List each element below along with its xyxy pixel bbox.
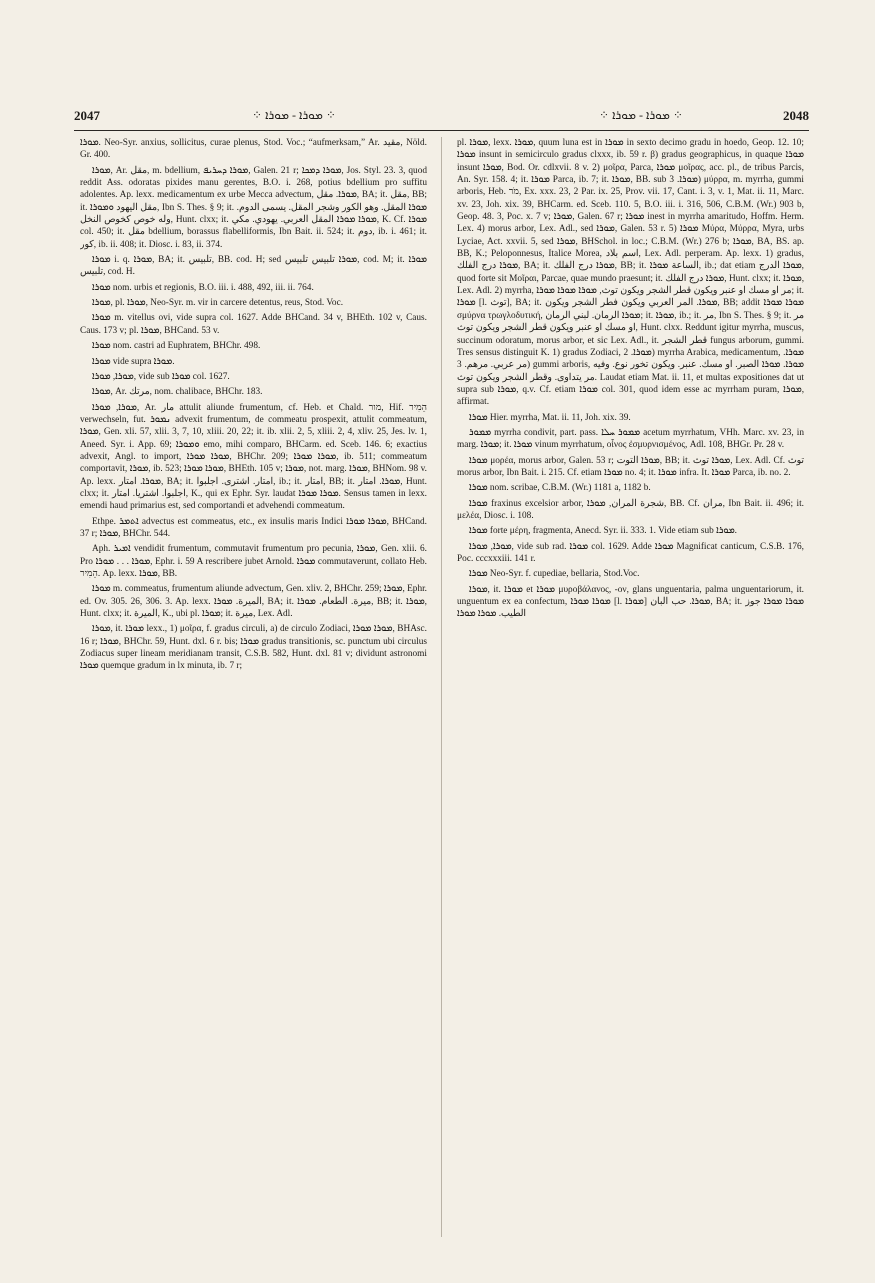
- dictionary-entry: ܡܘܪܐ m. vitellus ovi, vide supra col. 1627. Adde BHCand. 34 v, BHEth. 102 v, Caus. Caus. 173 v; pl. ܡܘܪܐ, BHCand. 53 v.: [80, 313, 427, 336]
- dictionary-entry: ܡܘܪܐ fraxinus excelsior arbor, شجرة المران, ܡܘܪܐ, BB. Cf. مران, Ibn Bait. ii. 496; it. μελέα, Diosc. i. 108.: [457, 498, 804, 521]
- page-number-right: 2048: [783, 108, 809, 123]
- dictionary-entry: ܡܘܪܐ nom. urbis et regionis, B.O. iii. i. 488, 492, iii. ii. 764.: [92, 282, 314, 293]
- dictionary-entry: ܡܘܪܐ Neo-Syr. f. cupediae, bellaria, Stod.Voc.: [469, 569, 640, 580]
- page-number-left: 2047: [74, 108, 100, 123]
- left-column: [80, 137, 427, 1237]
- dictionary-entry: ܡܘܪܐ nom. scribae, C.B.M. (Wr.) 1181 a, 1182 b.: [469, 483, 651, 494]
- dictionary-entry: ܡܘܪܐ. Neo-Syr. anxius, sollicitus, curae plenus, Stod. Voc.; “aufmerksam,” Ar. مقيد, Nöld. Gr. 400.: [80, 138, 427, 161]
- dictionary-entry: ܡܘܪܐ μορέα, morus arbor, Galen. 53 r; ܡܘܪܐ التوت, BB; it. ܡܘܪܐ توث, Lex. Adl. Cf. توث morus arbor, Ibn Bait. i. 215. Cf. etiam ܡܘܪܐ no. 4; it. ܡܘܪܐ infra. It. ܡܘܪܐ Parca, ib. no. 2.: [457, 455, 804, 478]
- dictionary-entry: ܡܘܪܐ, Ar. مقل, m. bdellium, ܡܘܪܐ ܕܚܪܝܦ, Galen. 21 r; ܡܘܪܐ ܕܡܟܐ, Jos. Styl. 23. 3, quod reddit Ass. odoratas pixides manu gerentes, B.O. i. 268, potius bdellium pro suffitu adolentes. Ap. lexx. medicamentum ex urbe Mecca advectum, ܡܘܪܐ. مقل, BA; it. مقل, BB; it. مقل اليهود ܘܡܘܪܐ, Ibn S. Thes. § 9; it. ܡܘܪܐ المقل. وهو الكور وشجر المقل. يسمى الدوم. وله خوص كخوص النخل, Hunt. clxx; it. ܡܘܪܐ ܡܘܪܐ المقل العربي. يهودي. مكي, K. Cf. ܡܘܪܐ col. 450; it. مقل bdellium, borassus flabelliformis, Ibn Bait. ii. 524; it. دوم, ib. i. 461; it. كور, ib. ii. 408; it. Diosc. i. 83, ii. 374.: [80, 165, 427, 250]
- dictionary-entry: ܡܘܪܐ, it. ܡܘܪܐ et ܡܘܪܐ μυροβάλανος, -ον, glans unguentaria, palma unguentariorum, it. unguentum ex ea confectum, ܡܘܪܐ ܡܘܪܐ [l. ܡܘܪܐ] ܡܘܪܐ. حب البان, BA; it. ܡܘܪܐ ܡܘܪܐ جوز الطيب. ܡܘܪܐ ܡܘܪܐ: [457, 584, 804, 620]
- dictionary-entry: ܡܡܘܪ myrrha condivit, part. pass. ܡܡܘܪ ܚܠܐ acetum myrrhatum, VHh. Marc. xv. 23, in marg. ܡܘܪܐ; it. ܡܘܪܐ vinum myrrhatum, οἶνος ἐσμυρνισμένος, Adl. 108, BHGr. Pr. 28 v.: [457, 427, 804, 451]
- dictionary-entry: ܡܘܪܐ forte μέρη, fragmenta, Anecd. Syr. ii. 333. 1. Vide etiam sub ܡܘܪܐ.: [469, 526, 737, 537]
- dictionary-entry: ܡܘܪܐ, it. ܡܘܪܐ lexx., 1) μοῖρα, f. gradus circuli, a) de circulo Zodiaci, ܡܘܪܐ ܡܘܪܐ, BHAsc. 16 r; ܡܘܪܐ, BHChr. 59, Hunt. dxl. 6 r. bis; ܡܘܪܐ gradus transitionis, sc. punctum ubi circulus Zodiacus super lineam meridianam transit, C.S.B. 582, Hunt. dxl. 81 v; dividunt astronomi ܡܘܪܐ quemque gradum in lx minuta, ib. 7 r;: [80, 624, 427, 672]
- dictionary-entry: Aph. ܐܡܝܪ vendidit frumentum, commutavit frumentum pro pecunia, ܡܘܪܐ, Gen. xlii. 6. Pro ܡܘܪܐ . . . ܡܘܪܐ, Ephr. i. 59 A rescribere jubet Arnold. ܡܘܪܐ commutaverunt, collato Heb. הֵמִיר. Ap. lexx. ܡܘܪܐ, BB.: [80, 544, 427, 579]
- dictionary-entry: pl. ܡܘܪܐ, lexx. ܡܘܪܐ, quum luna est in ܡܘܪܐ in sexto decimo gradu in hoedo, Geop. 12. 10; ܡܘܪܐ insunt in semicirculo gradus clxxx, ib. 59 r. β) gradus geographicus, in quaque ܡܘܪܐ insunt ܡܘܪܐ, Bod. Or. cdlxvii. 8 v. 2) μοῖρα, Parca, ܡܘܪܐ μοῖρας, acc. pl., de tribus Parcis, An. Syr. 158. 4; it. ܡܘܪܐ Parca, ib. 7; it. ܡܘܪܐ, BB. sub ܡܘܪܐ. 3) μύρρα, m. myrrha, gummi arboris, Heb. מֹר, Ex. xxx. 23, 2 Par. ix. 25, Prov. vii. 17, Cant. i. 3, v. 1, Mat. ii. 11, Marc. xv. 23, Joh. xix. 39, BHCarm. ed. Sceb. 110. 5, B.O. iii. i. 316, 506, C.B.M. (Wr.) 903 b, Geop. 48. 3, Poc. x. 7 v; ܡܘܪܐ, Galen. 67 r; ܡܘܪܐ inest in myrrha amaritudo, Hoffm. Herm. Lex. 4) morus arbor, Lex. Adl., sed ܡܘܪܐ, Galen. 53 r. 5) ܡܘܪܐ Μύρα, Μύρρα, Myra, urbs Lyciae, Act. xxvii. 5, sed ܡܘܪܐ, BHSchol. in loc.; C.B.M. (Wr.) 276 b; ܡܘܪܐ, BA, BS. ap. BB, K.; Peloponnesus, Italice Morea, اسم بلاد, Lex. Adl. perperam. Ap. lexx. 1) gradus, ܡܘܪܐ درج الفلك, BA; it. ܡܘܪܐ درج الفلك, BB; it. الساعة ܡܘܪܐ, ib.; dat etiam ܡܘܪܐ الدرج, quod forte sit Μοῖραι, Parcae, quae mundo praesunt; it. ܡܘܪܐ درج الفلك, Hunt. clxx; it. ܡܘܪܐ, Lex. Adl. 2) myrrha, مر او مسك او عنبر ويكون قطر الشجر ويكون توث, ܡܘܪܐ ܡܘܪܐ ܡܘܪܐ; it. ܡܘܪܐ [l. توث], BA; it. ܡܘܪܐ. المر العربي ويكون فطر الشجر ويكون, BB; addit ܡܘܪܐ ܡܘܪܐ σμύρνα τρωγλοδυτική, ܡܘܪܐ الرمان. لبني الرمان; it. ܡܘܪܐ, ib.; it. مر, Ibn S. Thes. § 9; it. مر او مسك او عنبر ويكون قطر الشجر ويكون توث, Hunt. clxx. Reddunt igitur myrrha, muscus, succinum odoratum, morus arbor, et sic Lex. Adl., it. قطر الشجر fungus arborum, gummi. Tres sensus distinguit K. 1) gradus Zodiaci, ܡܘܪܐ. 2) myrrha Arabica, medicamentum, ܡܘܪܐ. مر عربي. مرهم. 3) gummi arboris, ܡܘܪܐ. ܡܘܪܐ الصبر. او مسك. عنبر. ويكون تخور نوع. وفيه مر يتداوى. وقطر الشجر ويكون توث. Laudat etiam Mat. ii. 11, et multas expositiones dat ut supra sub ܡܘܪܐ, q.v. Cf. etiam ܡܘܪܐ col. 301, quod idem esse ac myrrham puram, ܡܘܪܐ, affirmat.: [457, 138, 804, 408]
- page-header: [74, 108, 809, 128]
- dictionary-entry: ܡܘܪܐ vide supra ܡܘܪܐ.: [92, 356, 175, 367]
- header-rule: [74, 130, 809, 131]
- dictionary-entry: ܡܘܪܐ Hier. myrrha, Mat. ii. 11, Joh. xix. 39.: [469, 412, 631, 423]
- dictionary-entry: ܡܘܪܐ nom. castri ad Euphratem, BHChr. 498.: [92, 341, 261, 352]
- column-divider: [441, 137, 442, 1237]
- dictionary-entry: ܡܘܪܐ, pl. ܡܘܪܐ, Neo-Syr. m. vir in carcere detentus, reus, Stod. Voc.: [92, 298, 344, 309]
- dictionary-entry: ܡܘܪܐ i. q. ܡܘܪܐ, BA; it. تلبيس, BB. cod. H; sed ܡܘܪܐ تلبيس تلبيس, cod. M; it. ܡܘܪܐ تلبيس, cod. H.: [80, 255, 427, 278]
- dictionary-entry: ܡܘܪܐ, ܡܘܪܐ, vide sub ܡܘܪܐ col. 1627.: [92, 371, 230, 382]
- dictionary-entry: ܡܘܪܐ, ܡܘܪܐ, Ar. مار attulit aliunde frumentum, cf. Heb. et Chald. מור, Hif. הֵמִיר verwechseln, fut. ܢܡܘܪ advexit frumentum, de commeatu prospexit, attulit commeatum, ܡܘܪܐ, Gen. xli. 57, xlii. 3, 7, 10, xliii. 20, 22; it. ib. xlii. 2, 5, xliii. 2, 4, xliv. 25, Jes. lv. 1, Aneed. Syr. i. App. 69; ܘܡܘܪܐ emo, mihi comparo, BHCarm. ed. Sceb. 146. 6; exactius advexit, Angl. to import, ܡܘܪܐ ܡܘܪܐ, BHChr. 209; ܡܘܪܐ ܡܘܪܐ, ib. 511; commeatum comportavit, ܡܘܪܐ, ib. 523; ܡܘܪܐ ܡܘܪܐ, BHEth. 105 v; ܡܘܪܐ, not. marg. ܡܘܪܐ, BHNom. 98 v. Ap. lexx. ܡܘܪܐ. امتار, BA; it. امتار. اشتری. اجلبوا, ib.; it. امتار, BB; it. ܡܘܪܐ. امتار, Hunt. clxx; it. اجلبوا. اشتريا. امتار, K., qui ex Ephr. Syr. laudat ܡܘܪܐ ܡܘܪܐ. Sensus tamen in lexx. emendi haud primarius est, sed comportandi et advehendi commeatum.: [80, 402, 427, 512]
- running-head-right: ⁘ ܡܘܪܐ - ܡܘܪܐ ⁘: [599, 108, 683, 122]
- dictionary-entry: Ethpe. ܐܬܡܪ advectus est commeatus, etc., ex insulis maris Indici ܡܘܪܐ ܡܘܪܐ, BHCand. 37 r; ܡܘܪܐ, BHChr. 544.: [80, 516, 427, 539]
- right-column: [457, 137, 804, 1237]
- running-head-left: ⁘ ܡܘܪܐ - ܡܘܪܐ ⁘: [252, 108, 336, 122]
- dictionary-entry: ܡܘܪܐ m. commeatus, frumentum aliunde advectum, Gen. xliv. 2, BHChr. 259; ܡܘܪܐ, Ephr. ed. Ov. 305. 26, 306. 3. Ap. lexx. الميرة. ܡܘܪܐ, BA; it. ميرة. الطعام. ܡܘܪܐ, BB; it. ܡܘܪܐ, Hunt. clxx; it. الميرة, K., ubi pl. ܡܘܪܐ; it. ميرة, Lex. Adl.: [80, 584, 427, 620]
- dictionary-entry: ܡܘܪܐ, Ar. مرتك, nom. chalibace, BHChr. 183.: [92, 387, 263, 398]
- dictionary-entry: ܡܘܪܐ, ܡܘܪܐ, vide sub rad. ܡܘܪܐ col. 1629. Adde ܡܘܪܐ Magnificat canticum, C.S.B. 176, Poc. cccxxxiii. 141 r.: [457, 541, 804, 564]
